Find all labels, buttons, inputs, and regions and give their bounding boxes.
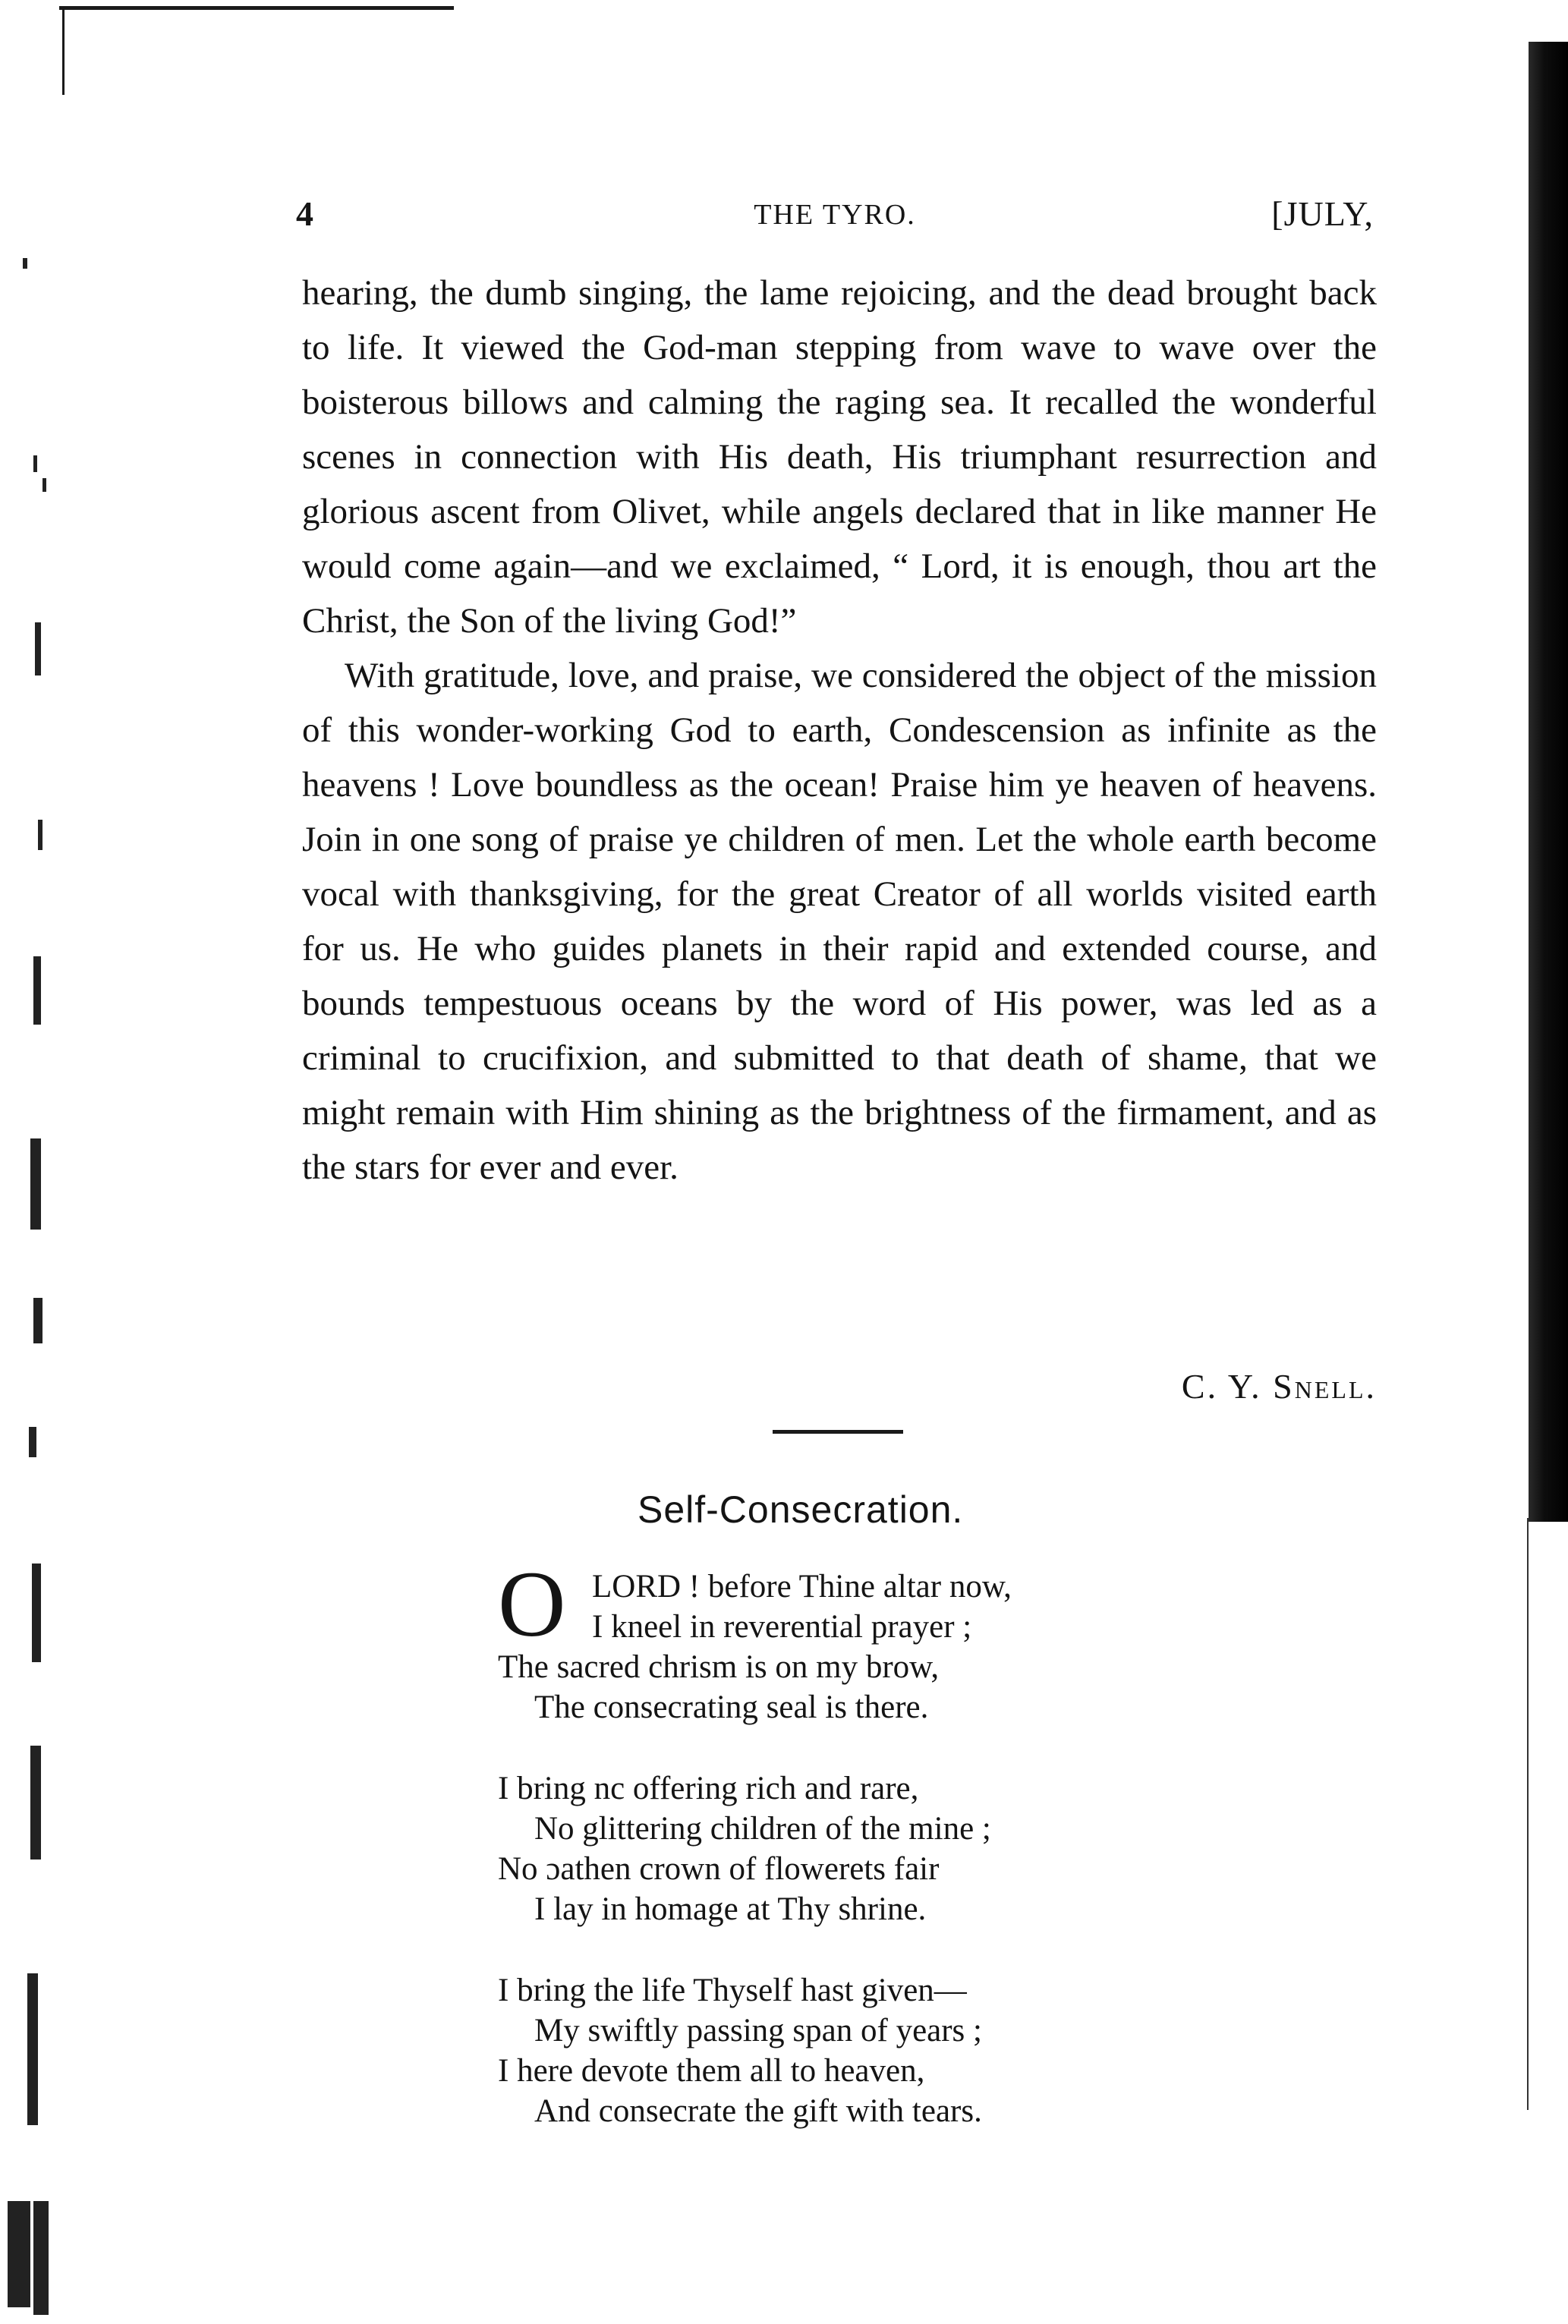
- poem-line: I bring nc offering rich and rare,: [498, 1771, 919, 1806]
- poem-line: I bring the life Thyself hast given—: [498, 1973, 967, 2008]
- running-head: [296, 194, 1374, 239]
- scan-left-margin-bleed: [0, 228, 62, 2315]
- poem-title: Self-Consecration.: [638, 1488, 964, 1531]
- issue-month: [JULY,: [1271, 194, 1374, 233]
- poem-line: LORD ! before Thine altar now,: [592, 1569, 1012, 1604]
- poem: [498, 1552, 1181, 2172]
- article-paragraph: hearing, the dumb singing, the lame rejoicing, and the dead brought back to life. It viewed the God-man stepping from wave to wave over the boisterous billows and calming the raging sea. It recalled the wonderful scenes in connection with His death, His triumphant resurrection and glorious ascent from Olivet, while angels declared that in like manner He would come again—and we exclaimed, “ Lord, it is enough, thou art the Christ, the Son of the living God!”: [302, 273, 1377, 641]
- poem-line: I lay in homage at Thy shrine.: [534, 1891, 927, 1927]
- article-paragraph: With gratitude, love, and praise, we considered the object of the mission of this wonder-working God to earth, Condescension as infinite as the heavens ! Love boundless as the ocean! Praise him ye heaven of heavens. Join in one song of praise ye children of men. Let the whole earth become vocal with thanksgiving, for the great Creator of all worlds visited earth for us. He who guides planets in their rapid and extended course, and bounds tempestuous oceans by the word of His power, was led as a criminal to crucifixion, and submitted to that death of shame, that we might remain with Him shining as the brightness of the firmament, and as the stars for ever and ever.: [302, 656, 1377, 1187]
- poem-stanza: [498, 1970, 1181, 2131]
- page-number: 4: [296, 194, 314, 233]
- article-body: [302, 266, 1377, 1195]
- section-divider: [773, 1430, 903, 1434]
- poem-line: And consecrate the gift with tears.: [534, 2093, 982, 2129]
- poem-stanza: [498, 1768, 1181, 1929]
- drop-cap: O: [498, 1552, 566, 1656]
- poem-line: No ɔathen crown of flowerets fair: [498, 1851, 940, 1887]
- poem-line: The consecrating seal is there.: [534, 1689, 929, 1725]
- poem-line: I here devote them all to heaven,: [498, 2053, 925, 2089]
- poem-line: I kneel in reverential prayer ;: [592, 1609, 972, 1645]
- journal-title: THE TYRO.: [754, 199, 916, 231]
- scan-right-edge-line: [1527, 1518, 1529, 2110]
- author-signature: [1182, 1366, 1377, 1406]
- poem-line: My swiftly passing span of years ;: [534, 2013, 982, 2048]
- author-initials: C. Y.: [1181, 1367, 1262, 1406]
- author-surname: Snell.: [1273, 1367, 1377, 1406]
- scan-top-rule: [59, 6, 454, 10]
- poem-line: No glittering children of the mine ;: [534, 1811, 991, 1847]
- scan-left-tick: [62, 8, 65, 95]
- poem-stanza: [498, 1552, 1181, 1727]
- scan-right-edge-shadow: [1529, 42, 1568, 1522]
- poem-line: The sacred chrism is on my brow,: [498, 1649, 940, 1685]
